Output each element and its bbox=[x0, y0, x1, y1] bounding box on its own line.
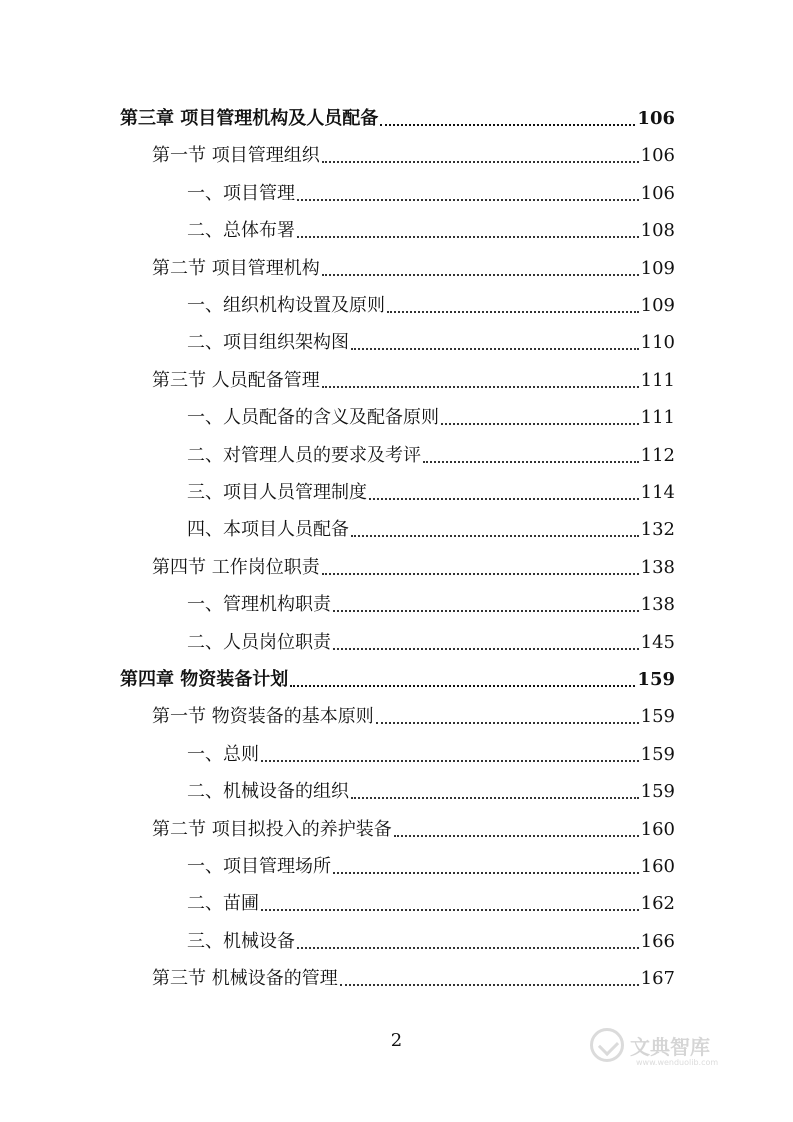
toc-leader-dots bbox=[376, 722, 639, 724]
toc-leader-dots bbox=[340, 984, 639, 986]
toc-subsection[interactable] bbox=[187, 927, 675, 957]
toc-leader-dots bbox=[380, 124, 635, 126]
toc-label: 第三节 机械设备的管理 bbox=[152, 968, 338, 990]
toc-leader-dots bbox=[322, 161, 639, 163]
toc-label: 三、项目人员管理制度 bbox=[187, 482, 367, 503]
toc-label: 第四章 物资装备计划 bbox=[120, 669, 289, 690]
toc-label: 第二节 项目管理机构 bbox=[152, 257, 320, 279]
toc-label: 二、苗圃 bbox=[187, 893, 259, 915]
toc-subsection[interactable] bbox=[187, 515, 675, 545]
toc-page-number: 106 bbox=[637, 108, 675, 129]
toc-subsection[interactable] bbox=[187, 777, 675, 807]
toc-label: 第三节 人员配备管理 bbox=[152, 369, 320, 391]
toc-section[interactable] bbox=[152, 964, 675, 994]
toc-subsection[interactable] bbox=[187, 328, 675, 358]
toc-subsection[interactable] bbox=[187, 291, 675, 321]
toc-leader-dots bbox=[333, 610, 639, 612]
toc-section[interactable] bbox=[152, 254, 675, 284]
toc-leader-dots bbox=[351, 348, 639, 350]
toc-page-number: 114 bbox=[640, 482, 675, 503]
toc-label: 第一节 物资装备的基本原则 bbox=[152, 706, 374, 728]
toc-label: 一、项目管理场所 bbox=[187, 856, 331, 877]
toc-leader-dots bbox=[387, 311, 639, 313]
toc-label: 二、对管理人员的要求及考评 bbox=[187, 444, 421, 466]
toc-leader-dots bbox=[261, 760, 639, 762]
toc-leader-dots bbox=[351, 797, 639, 799]
toc-leader-dots bbox=[322, 274, 639, 276]
toc-subsection[interactable] bbox=[187, 889, 675, 919]
toc-page-number: 106 bbox=[640, 182, 675, 204]
toc-page-number: 159 bbox=[640, 706, 675, 728]
toc-label: 第二节 项目拟投入的养护装备 bbox=[152, 818, 392, 840]
toc-section[interactable] bbox=[152, 141, 675, 171]
toc-label: 第三章 项目管理机构及人员配备 bbox=[120, 108, 379, 129]
toc-page-number: 109 bbox=[640, 295, 675, 316]
toc-page-number: 132 bbox=[640, 519, 675, 541]
toc-page-number: 166 bbox=[640, 930, 675, 952]
toc-page-number: 145 bbox=[640, 631, 675, 653]
toc-page-number: 160 bbox=[640, 856, 675, 877]
toc-subsection[interactable] bbox=[187, 478, 675, 508]
toc-page-number: 159 bbox=[640, 743, 675, 765]
toc-page-number: 159 bbox=[637, 669, 675, 690]
toc-leader-dots bbox=[297, 947, 639, 949]
toc-leader-dots bbox=[290, 685, 635, 687]
toc-subsection[interactable] bbox=[187, 852, 675, 882]
toc-subsection[interactable] bbox=[187, 403, 675, 433]
toc-leader-dots bbox=[423, 461, 639, 463]
toc-subsection[interactable] bbox=[187, 216, 675, 246]
toc-subsection[interactable] bbox=[187, 590, 675, 620]
toc-label: 一、项目管理 bbox=[187, 182, 295, 204]
toc-leader-dots bbox=[261, 909, 639, 911]
toc-page-number: 112 bbox=[640, 444, 675, 466]
toc-page-number: 108 bbox=[640, 220, 675, 242]
toc-section[interactable] bbox=[152, 366, 675, 396]
page-number: 2 bbox=[390, 1030, 403, 1051]
toc-label: 第一节 项目管理组织 bbox=[152, 145, 320, 167]
toc-section[interactable] bbox=[152, 553, 675, 583]
toc-page-number: 110 bbox=[640, 332, 675, 354]
toc-leader-dots bbox=[322, 386, 639, 388]
toc-page-number: 159 bbox=[640, 781, 675, 803]
toc-leader-dots bbox=[333, 648, 639, 650]
toc-label: 一、总则 bbox=[187, 743, 259, 765]
watermark bbox=[590, 1020, 750, 1070]
toc-page-number: 111 bbox=[640, 369, 675, 391]
watermark-logo-icon bbox=[590, 1028, 624, 1062]
toc-page-number: 138 bbox=[640, 594, 675, 616]
toc-label: 二、项目组织架构图 bbox=[187, 332, 349, 354]
toc-page-number: 109 bbox=[640, 257, 675, 279]
toc-subsection[interactable] bbox=[187, 628, 675, 658]
toc-label: 一、人员配备的含义及配备原则 bbox=[187, 407, 439, 429]
toc-page-number: 111 bbox=[640, 407, 675, 429]
toc-label: 一、组织机构设置及原则 bbox=[187, 295, 385, 316]
toc-chapter[interactable] bbox=[120, 104, 675, 134]
toc-label: 三、机械设备 bbox=[187, 930, 295, 952]
toc-label: 二、人员岗位职责 bbox=[187, 631, 331, 653]
toc-leader-dots bbox=[394, 835, 639, 837]
toc-leader-dots bbox=[333, 872, 639, 874]
toc-page-number: 160 bbox=[640, 818, 675, 840]
toc-page-number: 138 bbox=[640, 556, 675, 578]
toc-page-number: 106 bbox=[640, 145, 675, 167]
toc-leader-dots bbox=[351, 535, 639, 537]
toc-leader-dots bbox=[297, 199, 639, 201]
toc-label: 第四节 工作岗位职责 bbox=[152, 556, 320, 578]
toc-subsection[interactable] bbox=[187, 441, 675, 471]
toc-section[interactable] bbox=[152, 815, 675, 845]
toc-leader-dots bbox=[322, 573, 639, 575]
toc-section[interactable] bbox=[152, 702, 675, 732]
toc-subsection[interactable] bbox=[187, 740, 675, 770]
toc-leader-dots bbox=[441, 423, 639, 425]
toc-leader-dots bbox=[297, 236, 639, 238]
toc-label: 二、机械设备的组织 bbox=[187, 781, 349, 803]
toc-chapter[interactable] bbox=[120, 665, 675, 695]
toc-page-number: 167 bbox=[640, 968, 675, 990]
toc-label: 一、管理机构职责 bbox=[187, 594, 331, 616]
toc-leader-dots bbox=[369, 498, 639, 500]
toc-label: 四、本项目人员配备 bbox=[187, 519, 349, 541]
toc-subsection[interactable] bbox=[187, 179, 675, 209]
watermark-text: 文典智库 bbox=[630, 1034, 710, 1059]
toc-page-number: 162 bbox=[640, 893, 675, 915]
toc-label: 二、总体布署 bbox=[187, 220, 295, 242]
watermark-url: www.wenduolib.com bbox=[636, 1058, 719, 1067]
